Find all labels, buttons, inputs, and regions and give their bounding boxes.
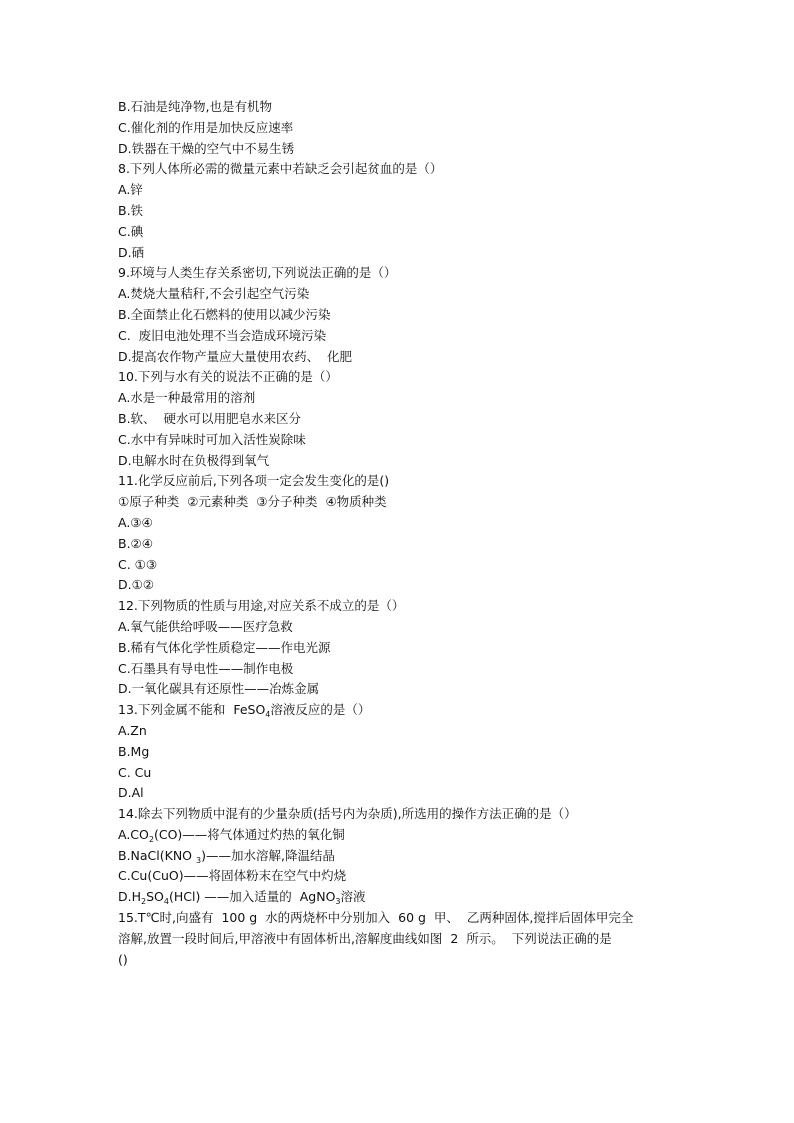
text-line: A.锌 [118, 182, 143, 198]
text-line: A.③④ [118, 514, 153, 530]
text-line: ①原子种类 ②元素种类 ③分子种类 ④物质种类 [118, 494, 387, 510]
text-line: 11.化学反应前后,下列各项一定会发生变化的是() [118, 473, 390, 489]
text-line [118, 846, 678, 867]
text-line: 9.环境与人类生存关系密切,下列说法正确的是（） [118, 265, 397, 281]
text-line: 8.下列人体所必需的微量元素中若缺乏会引起贫血的是（） [118, 161, 443, 177]
text-segment: A.CO [118, 826, 149, 842]
subscript: 4 [163, 897, 169, 907]
text-line: A.氧气能供给呼吸——医疗急救 [118, 618, 293, 634]
subscript: 4 [265, 710, 271, 720]
text-line: D.一氧化碳具有还原性——冶炼金属 [118, 681, 320, 697]
text-line: D.提高农作物产量应大量使用农药、 化肥 [118, 348, 353, 364]
text-line: D.①② [118, 577, 155, 593]
document-page [118, 97, 678, 970]
text-line: 12.下列物质的性质与用途,对应关系不成立的是（） [118, 598, 405, 614]
text-line: B.稀有气体化学性质稳定——作电光源 [118, 639, 331, 655]
text-line: C.碘 [118, 223, 144, 239]
text-line: C.催化剂的作用是加快反应速率 [118, 119, 294, 135]
subscript: 2 [148, 834, 154, 844]
text-line: C.水中有异味时可加入活性炭除味 [118, 431, 306, 447]
text-line: C.Cu(CuO)——将固体粉末在空气中灼烧 [118, 868, 347, 884]
text-line: B.软、 硬水可以用肥皂水来区分 [118, 410, 301, 426]
text-line: D.硒 [118, 244, 145, 260]
text-line: D.铁器在干燥的空气中不易生锈 [118, 140, 295, 156]
subscript: 2 [141, 897, 147, 907]
text-line: B.②④ [118, 535, 153, 551]
text-line: C. Cu [118, 764, 152, 780]
text-line: A.焚烧大量秸秆,不会引起空气污染 [118, 286, 310, 302]
subscript: 3 [335, 897, 341, 907]
text-line: C. ①③ [118, 556, 158, 572]
text-line: B.全面禁止化石燃料的使用以减少污染 [118, 306, 331, 322]
text-line: B.石油是纯净物,也是有机物 [118, 99, 273, 114]
text-line: 14.除去下列物质中混有的少量杂质(括号内为杂质),所选用的操作方法正确的是（） [118, 806, 577, 822]
text-line: A.水是一种最常用的溶剂 [118, 390, 256, 406]
text-line: A.Zn [118, 722, 147, 738]
text-line: D.电解水时在负极得到氧气 [118, 452, 270, 468]
text-segment: D.H [118, 889, 141, 905]
text-segment: (CO)——将气体通过灼热的氧化铜 [153, 826, 345, 842]
text-line: 10.下列与水有关的说法不正确的是（） [118, 369, 338, 385]
text-line: D.Al [118, 785, 144, 801]
text-segment: (HCl) ——加入适量的 AgNO [168, 889, 336, 905]
text-segment: 溶液 [340, 889, 366, 905]
text-line: C.石墨具有导电性——制作电极 [118, 660, 294, 676]
text-segment: )——加水溶解,降温结晶 [201, 847, 335, 863]
text-line: B.铁 [118, 202, 144, 218]
text-segment: 溶液反应的是（） [270, 702, 371, 718]
text-segment: SO [146, 889, 164, 905]
text-line: 15.T℃时,向盛有 100 g 水的两烧杯中分别加入 60 g 甲、 乙两种固体,搅拌后固体甲完全 [118, 910, 634, 926]
subscript: 3 [196, 855, 202, 865]
text-line: 溶解,放置一段时间后,甲溶液中有固体析出,溶解度曲线如图 2 所示。 下列说法正确的是 [118, 930, 612, 946]
text-line: C. 废旧电池处理不当会造成环境污染 [118, 327, 327, 343]
text-line [118, 825, 678, 846]
text-line: B.Mg [118, 743, 150, 759]
text-segment: 13.下列金属不能和 FeSO [118, 702, 266, 718]
text-line [118, 887, 678, 908]
text-line: () [118, 951, 128, 967]
text-line [118, 700, 678, 721]
text-segment: B.NaCl(KNO [118, 847, 196, 863]
